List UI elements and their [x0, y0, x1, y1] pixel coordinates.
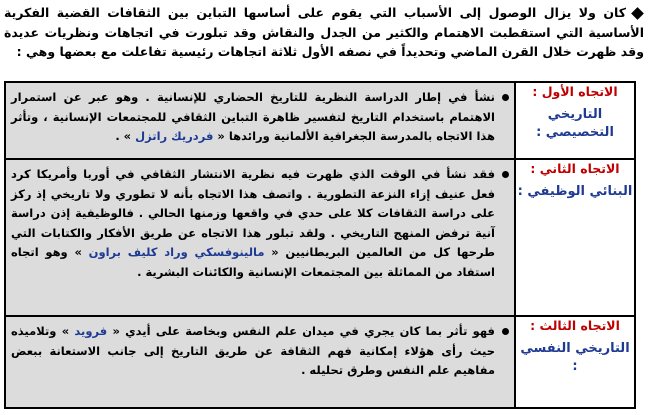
row-text-part: وتلاميذه حيث رأى هؤلاء إمكانية فهم الثقافة عن طريق التاريخ إلى جانب الاستعانة ببعض مفاهيم علم النفس وطرق تحليله . — [11, 324, 495, 377]
table-row — [5, 159, 635, 316]
row-content-cell — [5, 159, 515, 316]
highlighted-name: مالينوفسكي وراد كليف براون — [88, 245, 265, 259]
table-row — [5, 82, 635, 159]
bullet-icon — [502, 171, 509, 178]
row-title: الاتجاه الثاني : — [530, 161, 620, 176]
row-text — [11, 165, 509, 282]
row-text-part: فقد نشأ في الوقت الذي ظهرت فيه نظرية الانتشار الثقافي في أوربا وأمريكا كرد فعل عنيف إزاء النزعة التطورية . واتصف هذا الاتجاه بأنه لا تطوري ولا تاريخي إذ ركز على دراسة الثقافات كلا على حدي في واقعها وزمنها الحالي . فالوظيفية إذن دراسة آنية ترفض المنهج التاريخي . ولقد تبلور هذا الاتجاه عن طريق الأفكار والكتابات التي طرحها كل من العالمين البريطانيين — [11, 167, 496, 259]
row-subtitle: التاريخي التخصيصي : — [536, 107, 614, 140]
row-content-cell — [5, 316, 515, 408]
intro-paragraph — [4, 3, 644, 62]
row-subtitle: البنائي الوظيفي : — [517, 184, 633, 199]
row-text — [11, 322, 509, 381]
quote-close: » — [74, 245, 82, 259]
row-subtitle: التاريخي النفسي : — [520, 341, 630, 374]
bullet-icon — [502, 328, 509, 335]
row-label-cell — [515, 316, 635, 408]
row-text-part: نشأ في إطار الدراسة النظرية للتاريخ الحضاري للإنسانية . وهو عبر عن استمرار الاهتمام باستخدام التاريخ لتفسير ظاهرة التباين الثقافي للمجتمعات الإنسانية ، وتأثر هذا الاتجاه بالمدرسة الجغرافية الألمانية ورائدها — [11, 90, 495, 143]
row-text — [11, 88, 509, 147]
row-title: الاتجاه الأول : — [532, 84, 618, 99]
quote-close: » — [61, 324, 70, 338]
highlighted-name: فرويد — [74, 324, 108, 338]
row-label-cell — [515, 82, 635, 159]
row-title: الاتجاه الثالث : — [530, 318, 620, 333]
diamond-bullet-icon — [631, 7, 644, 20]
row-text-part: وهو اتجاه استفاد من المماثلة بين المجتمعات الإنسانية والكائنات البشرية . — [11, 245, 495, 279]
quote-open: « — [112, 324, 120, 338]
highlighted-name: فردريك راتزل — [135, 129, 214, 143]
table-row — [5, 316, 635, 408]
intro-text: كان ولا يزال الوصول إلى الأسباب التي يقوم على أساسها التباين بين الثقافات القضية الفكرية الأساسية التي استقطبت الاهتمام والكثير من الجدل والنقاش وقد تبلورت في اتجاهات ونظريات عديدة وقد ظهرت خلال القرن الماضي وتحديداً في نصفه الأول ثلاثة اتجاهات رئيسية تفاعلت مع بعضها وهي : — [4, 5, 644, 59]
row-label-cell — [515, 159, 635, 316]
quote-close: » . — [115, 129, 132, 143]
trends-table — [4, 81, 636, 409]
row-content-cell — [5, 82, 515, 159]
bullet-icon — [502, 94, 509, 101]
quote-open: « — [217, 129, 225, 143]
row-text-part: فهو تأثر بما كان يجري في ميدان علم النفس وبخاصة على أيدي — [125, 324, 495, 338]
quote-open: « — [271, 245, 279, 259]
